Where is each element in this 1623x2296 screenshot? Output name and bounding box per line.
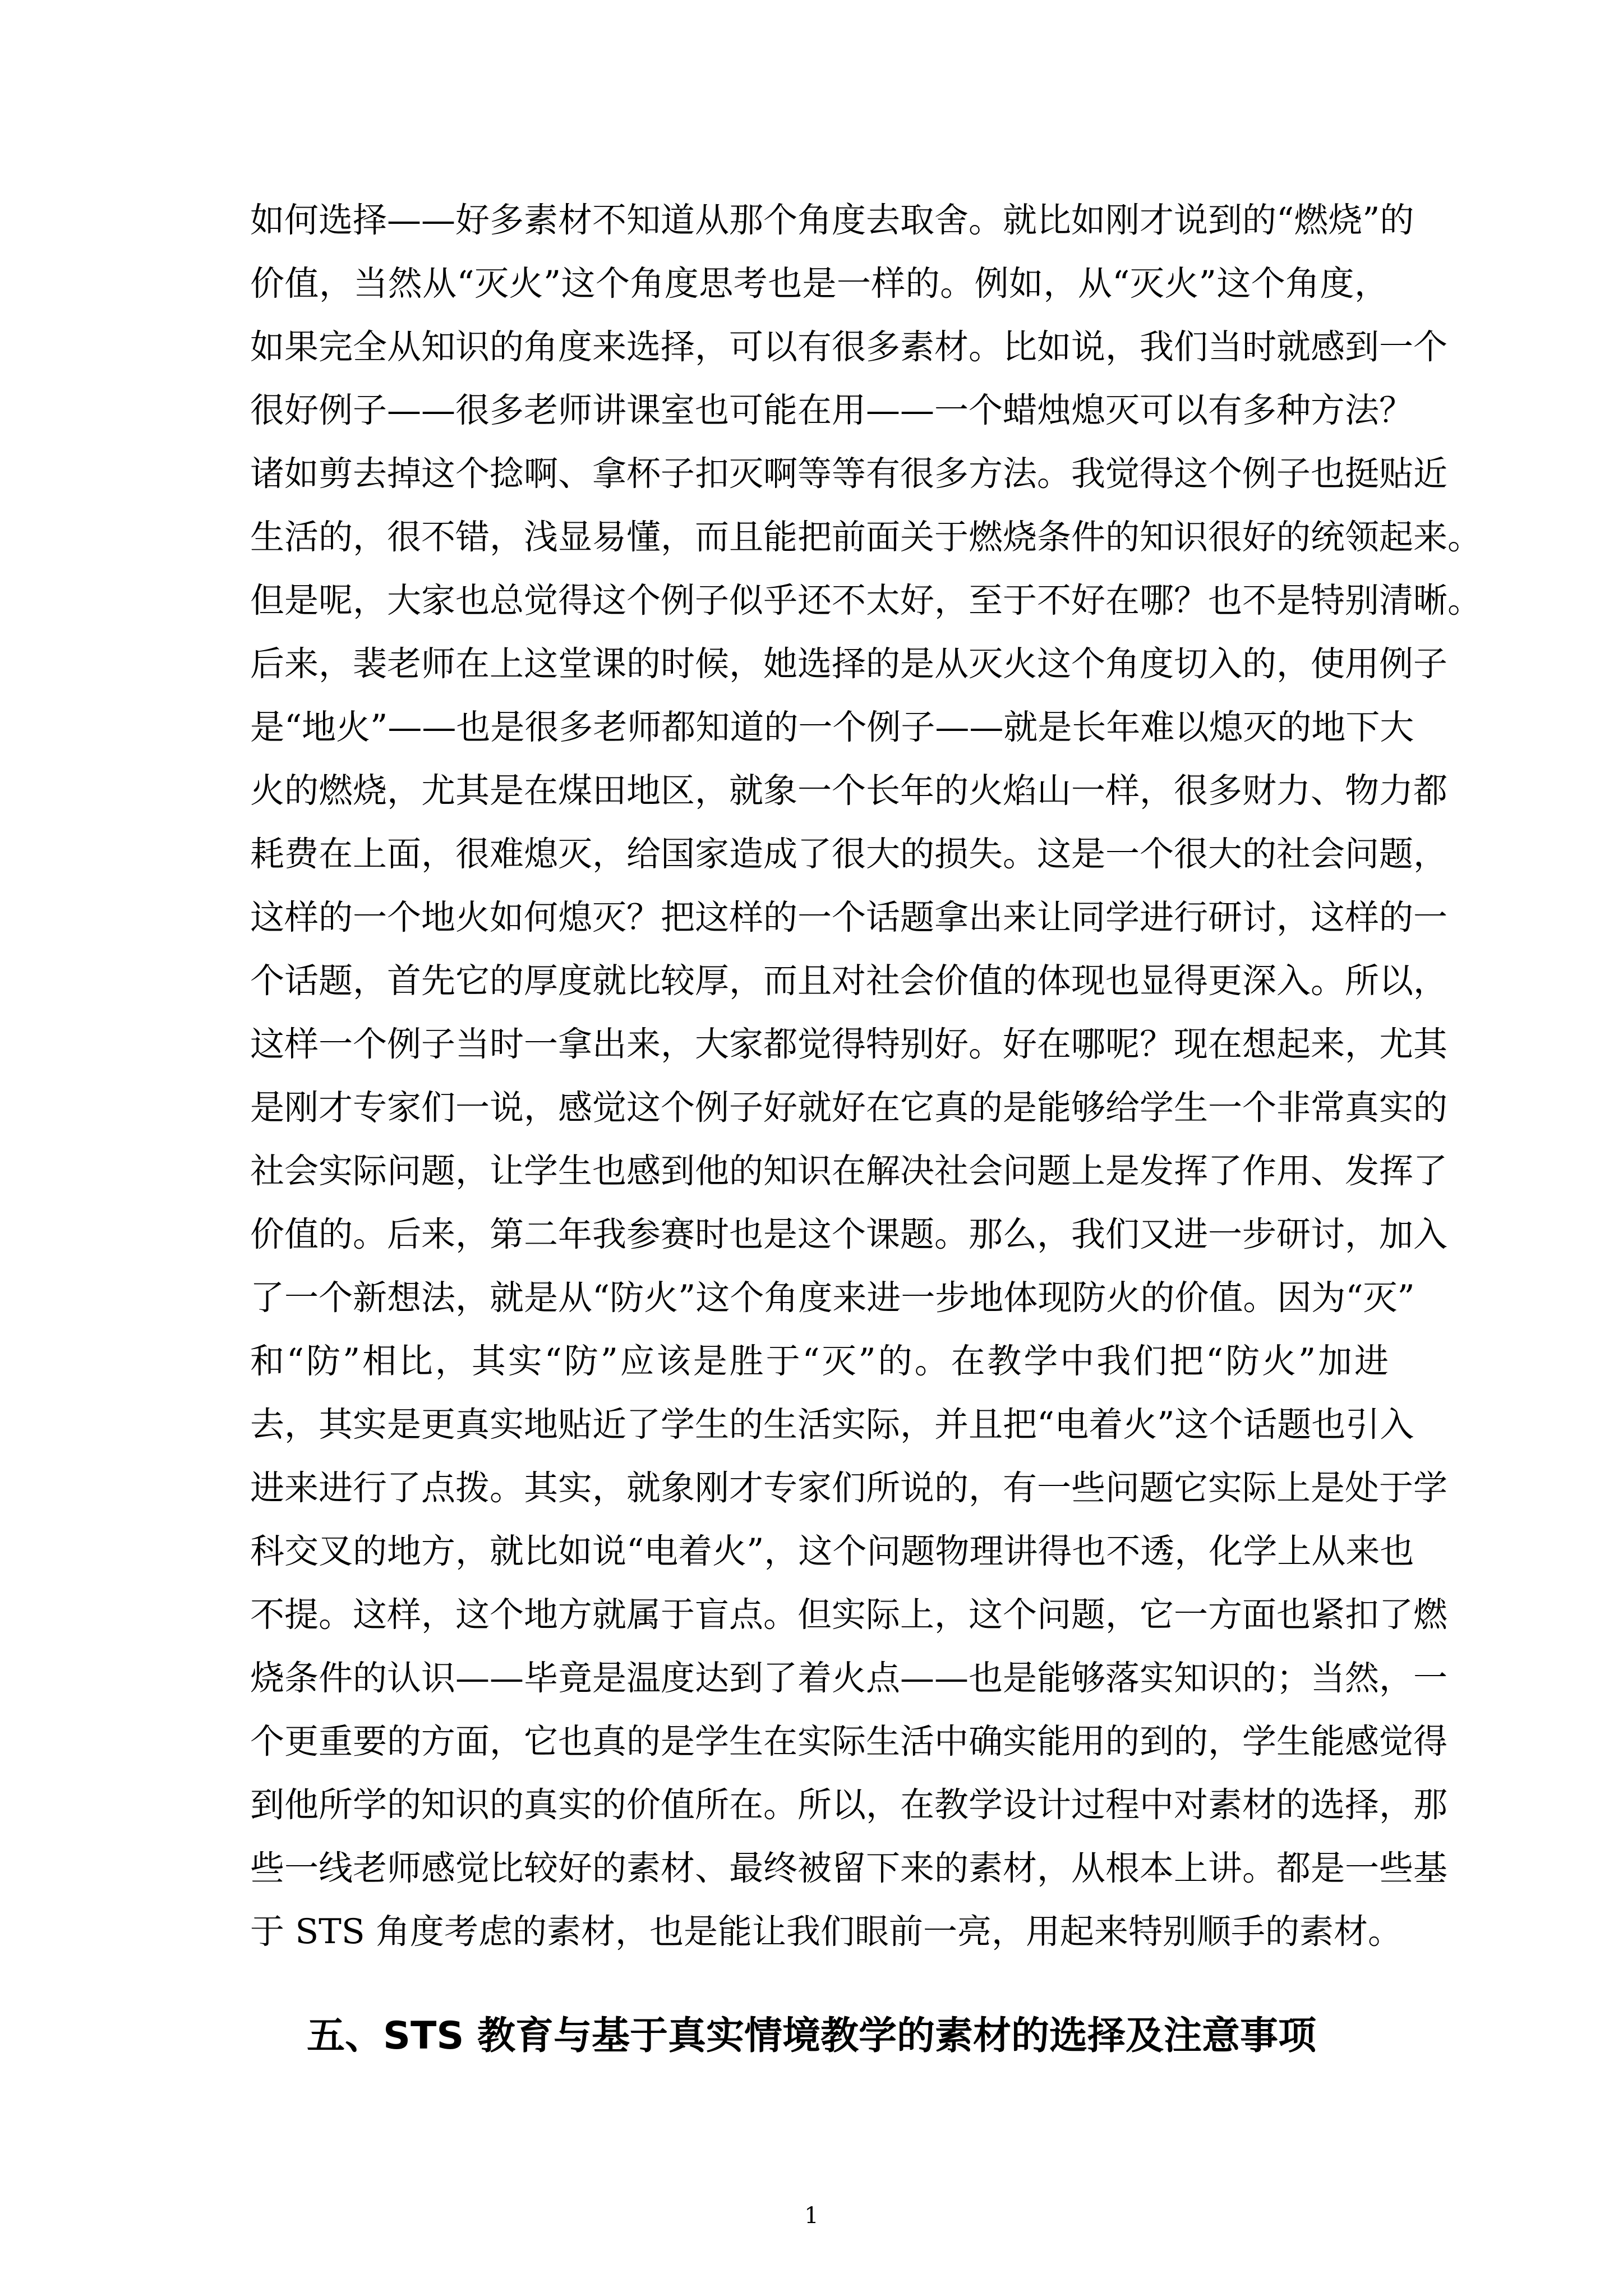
paragraph-line: 不提。这样，这个地方就属于盲点。但实际上，这个问题，它一方面也紧扣了燃 <box>250 1595 1448 1635</box>
paragraph-line: 耗费在上面，很难熄灭，给国家造成了很大的损失。这是一个很大的社会问题， <box>250 834 1448 874</box>
paragraph-line: 后来，裴老师在上这堂课的时候，她选择的是从灭火这个角度切入的，使用例子 <box>250 644 1448 684</box>
paragraph-line: 这样一个例子当时一拿出来，大家都觉得特别好。好在哪呢？现在想起来，尤其 <box>250 1024 1448 1064</box>
paragraph-line: 生活的，很不错，浅显易懂，而且能把前面关于燃烧条件的知识很好的统领起来。 <box>250 517 1482 557</box>
paragraph-line: 个更重要的方面，它也真的是学生在实际生活中确实能用的到的，学生能感觉得 <box>250 1722 1448 1761</box>
paragraph-line: 于 STS 角度考虑的素材，也是能让我们眼前一亮，用起来特别顺手的素材。 <box>250 1912 1403 1952</box>
paragraph-line: 火的燃烧，尤其是在煤田地区，就象一个长年的火焰山一样，很多财力、物力都 <box>250 771 1448 811</box>
paragraph-line: 诸如剪去掉这个捻啊、拿杯子扣灭啊等等有很多方法。我觉得这个例子也挺贴近 <box>250 454 1448 494</box>
paragraph-line: 价值，当然从“灭火”这个角度思考也是一样的。例如，从“灭火”这个角度， <box>250 264 1389 303</box>
paragraph-line: 这样的一个地火如何熄灭？把这样的一个话题拿出来让同学进行研讨，这样的一 <box>250 898 1448 937</box>
paragraph-line: 是刚才专家们一说，感觉这个例子好就好在它真的是能够给学生一个非常真实的 <box>250 1088 1448 1128</box>
paragraph-line: 了一个新想法，就是从“防火”这个角度来进一步地体现防火的价值。因为“灭” <box>250 1278 1415 1318</box>
paragraph-line: 是“地火”——也是很多老师都知道的一个例子——就是长年难以熄灭的地下大 <box>250 707 1414 747</box>
paragraph-line: 个话题，首先它的厚度就比较厚，而且对社会价值的体现也显得更深入。所以， <box>250 961 1448 1001</box>
section-heading: 五、STS 教育与基于真实情境教学的素材的选择及注意事项 <box>306 2014 1316 2058</box>
paragraph-line: 如何选择——好多素材不知道从那个角度去取舍。就比如刚才说到的“燃烧”的 <box>250 200 1414 240</box>
paragraph-line: 去，其实是更真实地贴近了学生的生活实际，并且把“电着火”这个话题也引入 <box>250 1405 1414 1444</box>
paragraph-line: 进来进行了点拨。其实，就象刚才专家们所说的，有一些问题它实际上是处于学 <box>250 1468 1448 1508</box>
paragraph-line: 到他所学的知识的真实的价值所在。所以，在教学设计过程中对素材的选择，那 <box>250 1785 1448 1825</box>
paragraph-line: 很好例子——很多老师讲课室也可能在用——一个蜡烛熄灭可以有多种方法？ <box>250 390 1414 430</box>
page-number: 1 <box>804 2203 819 2229</box>
paragraph-line: 价值的。后来，第二年我参赛时也是这个课题。那么，我们又进一步研讨，加入 <box>250 1214 1448 1254</box>
paragraph-line: 但是呢，大家也总觉得这个例子似乎还不太好，至于不好在哪？也不是特别清晰。 <box>250 581 1482 620</box>
paragraph-line: 些一线老师感觉比较好的素材、最终被留下来的素材，从根本上讲。都是一些基 <box>250 1848 1448 1888</box>
paragraph-line: 烧条件的认识——毕竟是温度达到了着火点——也是能够落实知识的；当然，一 <box>250 1658 1448 1698</box>
paragraph-line: 科交叉的地方，就比如说“电着火”，这个问题物理讲得也不透，化学上从来也 <box>250 1531 1414 1571</box>
paragraph-line: 社会实际问题，让学生也感到他的知识在解决社会问题上是发挥了作用、发挥了 <box>250 1151 1448 1191</box>
paragraph-line: 如果完全从知识的角度来选择，可以有很多素材。比如说，我们当时就感到一个 <box>250 327 1448 367</box>
paragraph-line: 和“防”相比，其实“防”应该是胜于“灭”的。在教学中我们把“防火”加进 <box>250 1341 1389 1381</box>
